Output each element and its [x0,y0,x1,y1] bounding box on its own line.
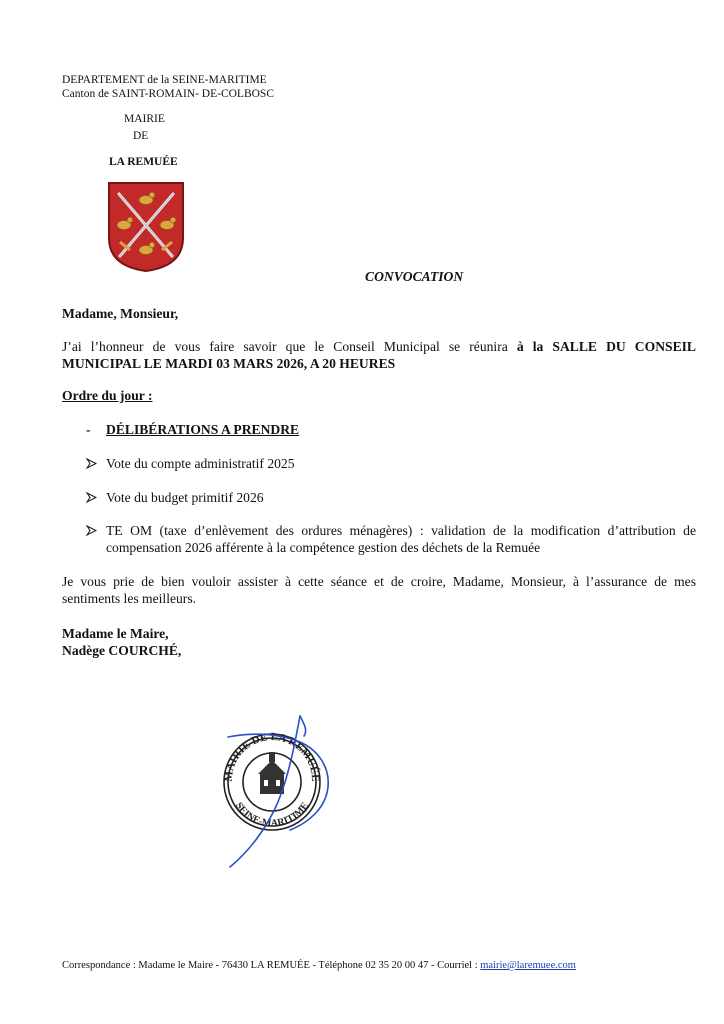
stamp-bottom-text: SEINE-MARITIME [233,800,311,830]
mairie-line: MAIRIE [124,113,165,125]
agenda-item: TE OM (taxe d’enlèvement des ordures ménagères) : validation de la modification d’attribution de compensation 2026 afférente à la compétence gestion des déchets de la Remuée [86,522,696,556]
intro-normal-text: J’ai l’honneur de vous faire savoir que le Conseil Municipal se réunira [62,339,517,354]
canton-line: Canton de SAINT-ROMAIN- DE-COLBOSC [62,88,275,100]
arrow-bullet-icon [86,492,97,503]
arrow-bullet-icon [86,525,97,536]
arrow-bullet-icon [86,458,97,469]
intro-line-2: MUNICIPAL LE MARDI 03 MARS 2026, A 20 HEURES [62,356,396,371]
email-link[interactable]: mairie@laremuee.com [480,960,576,971]
commune-name: LA REMUÉE [109,156,178,168]
intro-line-1 [62,338,696,355]
agenda-item: Vote du compte administratif 2025 [86,455,696,472]
salutation: Madame, Monsieur, [62,306,179,321]
footer-text: Correspondance : Madame le Maire - 76430 LA REMUÉE - Téléphone 02 35 20 00 47 - Courriel : [62,960,481,971]
closing-line-2: sentiments les meilleurs. [62,591,197,606]
agenda-item: Vote du budget primitif 2026 [86,489,696,506]
intro-bold-text: à la SALLE DU CONSEIL [516,339,696,354]
agenda-heading: Ordre du jour : [62,388,153,403]
de-line: DE [133,130,149,142]
signature-name: Nadège COURCHÉ, [62,643,182,658]
signature-role: Madame le Maire, [62,626,169,641]
coat-of-arms [106,180,186,274]
closing-line-1: Je vous prie de bien vouloir assister à cette séance et de croire, Madame, Monsieur, à l’assurance de mes [62,574,696,589]
section-title: DÉLIBÉRATIONS A PRENDRE [106,422,300,437]
stamp-top-text: MAIRIE DE LA REMUÉE [222,730,322,782]
official-stamp [200,712,340,872]
department-line: DEPARTEMENT de la SEINE-MARITIME [62,74,267,86]
footer [62,959,576,972]
document-title: CONVOCATION [365,269,464,284]
section-dash: - [86,422,91,437]
